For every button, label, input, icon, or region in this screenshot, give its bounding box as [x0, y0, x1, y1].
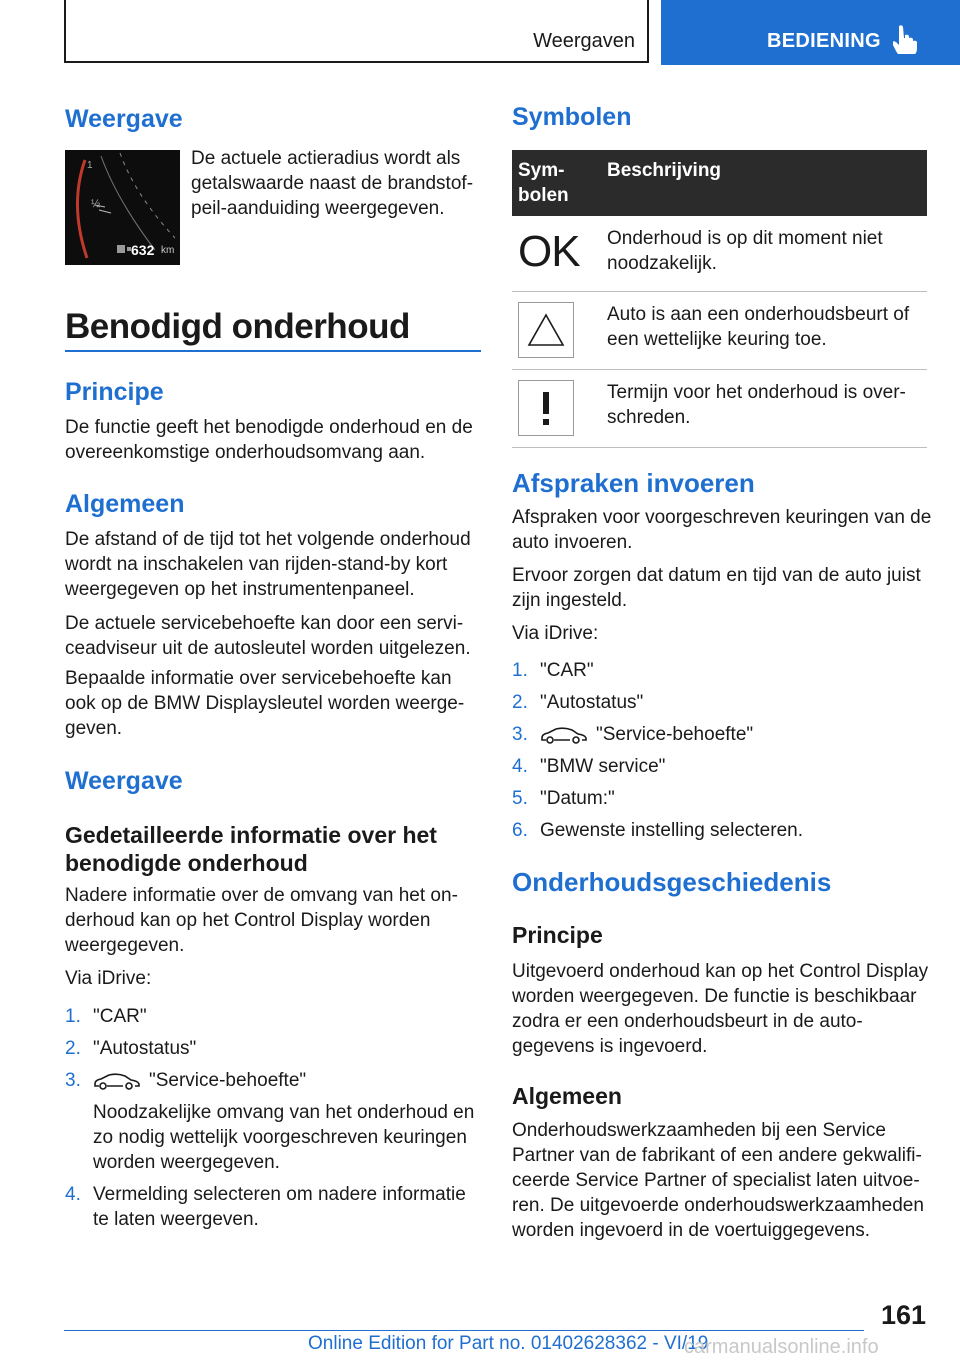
header-section-box	[64, 0, 649, 63]
weergave-steps	[65, 1004, 485, 1239]
gauge-range-value: 632	[131, 242, 155, 258]
list-item: 3. "Service-behoefte"	[512, 724, 754, 745]
column-header-symbols: Symbolen	[512, 150, 601, 216]
list-item: 6. Gewenste instelling selecteren.	[512, 820, 803, 841]
column-header-description: Beschrijving	[601, 150, 927, 216]
step-3-detail: Noodzakelijke omvang van het onderhoud en zo nodig wettelijk voorgeschreven keuringen worden weergegeven.	[93, 1102, 475, 1173]
list-item: 2. "Autostatus"	[65, 1038, 197, 1059]
list-item: 4. Vermelding selecteren om nadere informatie te laten weergeven.	[65, 1184, 466, 1230]
exclamation-icon	[518, 380, 574, 436]
list-item: 5. "Datum:"	[512, 788, 615, 809]
main-title-rule	[65, 350, 481, 352]
list-item: 1. "CAR"	[512, 660, 594, 681]
afspraken-steps	[512, 658, 932, 850]
weergave-via-idrive: Via iDrive:	[65, 968, 152, 989]
table-cell-description: Onderhoud is op dit moment niet noodzakelijk.	[601, 216, 927, 292]
table-row	[512, 216, 927, 292]
geschiedenis-heading: Onderhoudsgeschiedenis	[512, 867, 832, 897]
page-number: 161	[881, 1300, 927, 1330]
algemeen-paragraph-3: Bepaalde informatie over servicebehoefte kan ook op de BMW Displaysleutel worden weergegeven.	[65, 668, 465, 739]
weergave-subheading: Gedetailleerde informatie over het benodigde onderhoud	[65, 822, 437, 876]
geschiedenis-algemeen-text: Onderhoudswerkzaamheden bij een Service Partner van de fabrikant of een andere gekwalificeerde Service Partner of specialist laten uitvoeren. De uitgevoerde onderhoudswerkzaamheden worden ingevoerd in de voertuiggegevens.	[512, 1120, 924, 1241]
edition-text: Online Edition for Part no. 01402628362 - VI/19	[308, 1333, 709, 1354]
table-cell-description: Termijn voor het onderhoud is overschreden.	[601, 370, 927, 448]
header-section-title: Weergaven	[533, 30, 635, 52]
algemeen-paragraph-2: De actuele servicebehoefte kan door een serviceadviseur uit de autosleutel worden uitgelezen.	[65, 613, 471, 659]
list-item: 2. "Autostatus"	[512, 692, 644, 713]
gauge-range-unit: km	[161, 245, 175, 256]
header-chapter-tab[interactable]	[661, 0, 960, 65]
principe-heading: Principe	[65, 378, 164, 406]
gauge-label-one: 1	[87, 160, 93, 171]
footer-rule	[64, 1330, 864, 1331]
gauge-label-half: ½	[91, 198, 101, 210]
list-item: 4. "BMW service"	[512, 756, 666, 777]
weergave-top-heading: Weergave	[65, 105, 183, 133]
weergave-heading: Weergave	[65, 767, 183, 795]
list-item: 1. "CAR"	[65, 1006, 147, 1027]
afspraken-paragraph-1: Afspraken voor voorgeschreven keuringen van de auto invoeren.	[512, 507, 932, 553]
geschiedenis-algemeen-heading: Algemeen	[512, 1083, 622, 1109]
car-icon	[540, 726, 588, 744]
algemeen-paragraph-1: De afstand of de tijd tot het volgende onderhoud wordt na inschakelen van rijden-stand-by kort weergegeven op het instrumentenpaneel.	[65, 529, 471, 600]
weergave-top-text: De actuele actieradius wordt als getalswaarde naast de brandstofpeil-aanduiding weergegeven.	[191, 148, 474, 219]
table-row	[512, 370, 927, 448]
list-item: 3. "Service-behoefte" Noodzakelijke omvang van het onderhoud en zo nodig wettelijk voorgeschreven keuringen worden weergegeven.	[65, 1068, 485, 1175]
geschiedenis-principe-text: Uitgevoerd onderhoud kan op het Control Display worden weergegeven. De functie is beschikbaar zodra er een onderhoudsbeurt in de autogegevens is ingevoerd.	[512, 961, 929, 1057]
weergave-text: Nadere informatie over de omvang van het onderhoud kan op het Control Display worden weergegeven.	[65, 885, 458, 956]
car-icon	[93, 1072, 141, 1090]
table-row	[512, 292, 927, 370]
watermark: carmanualsonline.info	[684, 1336, 879, 1358]
afspraken-via-idrive: Via iDrive:	[512, 623, 599, 644]
table-header-row	[512, 150, 927, 216]
warning-triangle-icon	[518, 302, 574, 358]
geschiedenis-principe-heading: Principe	[512, 922, 603, 948]
afspraken-heading: Afspraken invoeren	[512, 468, 755, 498]
main-title: Benodigd onderhoud	[65, 307, 410, 346]
symbolen-heading: Symbolen	[512, 103, 632, 131]
symbols-table	[512, 150, 927, 448]
afspraken-paragraph-2: Ervoor zorgen dat datum en tijd van de auto juist zijn ingesteld.	[512, 565, 921, 611]
ok-icon: OK	[518, 227, 580, 276]
header-chapter-title: BEDIENING	[767, 30, 881, 52]
pointing-hand-icon	[893, 24, 919, 54]
algemeen-heading: Algemeen	[65, 490, 185, 518]
fuel-gauge-image	[65, 150, 180, 265]
principe-text: De functie geeft het benodigde onderhoud en de overeenkomstige onderhoudsomvang aan.	[65, 417, 473, 463]
table-cell-description: Auto is aan een onderhoudsbeurt of een wettelijke keuring toe.	[601, 292, 927, 370]
